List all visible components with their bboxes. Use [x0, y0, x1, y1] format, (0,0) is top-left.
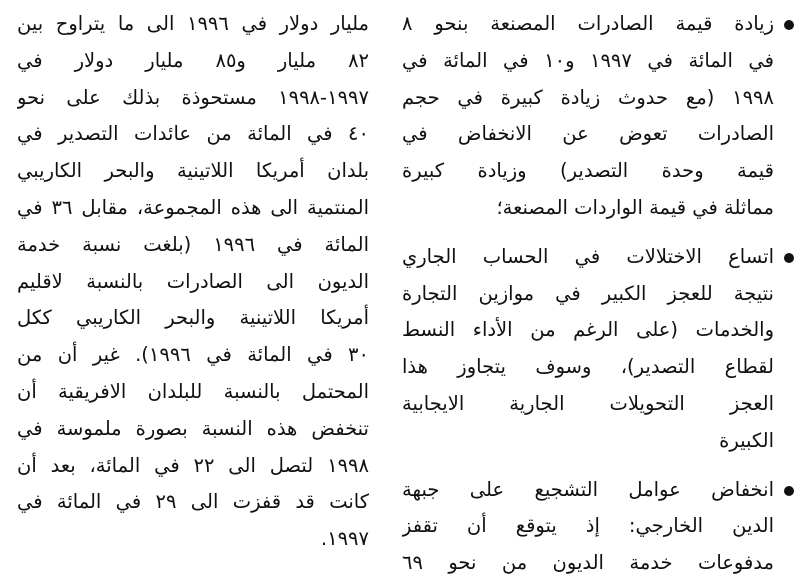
- bullet-dot-icon: [784, 20, 794, 30]
- left-column: [17, 6, 369, 558]
- text-line: مماثلة في قيمة الواردات المصنعة؛: [496, 195, 774, 219]
- text-line: مليار دولار في ١٩٩٦ الى ما يتراوح بين: [17, 12, 369, 35]
- bullet-item: [402, 239, 774, 460]
- text-line: المنتمية الى هذه المجموعة، مقابل ٣٦ في: [17, 195, 369, 219]
- text-line: الكبيرة: [719, 428, 774, 452]
- text-line: ٤٠ في المائة من عائدات التصدير في: [17, 122, 369, 146]
- bullet-dot-icon: [784, 253, 794, 263]
- text-line: نتيجة للعجز الكبير في موازين التجارة: [402, 281, 774, 305]
- bullet-dot-icon: [784, 486, 794, 496]
- text-line: المائة في ١٩٩٦ (بلغت نسبة خدمة: [17, 232, 369, 256]
- text-line: انخفاض عوامل التشجيع على جبهة: [402, 477, 774, 501]
- text-line: ١٩٩٨ لتصل الى ٢٢ في المائة، بعد أن: [17, 453, 369, 477]
- text-line: الدين الخارجي: إذ يتوقع أن تقفز: [402, 514, 774, 538]
- text-line: الصادرات تعوض عن الانخفاض في: [402, 122, 774, 146]
- text-line: كانت قد قفزت الى ٢٩ في المائة في: [17, 490, 369, 514]
- text-line: ٣٠ في المائة في ١٩٩٦). غير أن من: [17, 343, 369, 367]
- text-line: قيمة وحدة التصدير) وزيادة كبيرة: [402, 159, 774, 183]
- text-line: ١٩٩٧.: [320, 527, 369, 551]
- bullet-item: [402, 472, 774, 582]
- text-line: ٨٢ مليار و٨٥ مليار دولار في: [17, 48, 369, 72]
- text-line: والخدمات (على الرغم من الأداء النسط: [402, 318, 774, 342]
- text-line: في المائة في ١٩٩٧ و١٠ في المائة في: [402, 48, 774, 72]
- right-column: [402, 6, 774, 582]
- text-line: زيادة قيمة الصادرات المصنعة بنحو ٨: [402, 12, 774, 35]
- text-line: العجز التحويلات الجارية الايجابية: [402, 391, 774, 415]
- text-line: ١٩٩٨ (مع حدوث زيادة كبيرة في حجم: [402, 85, 774, 109]
- text-line: بلدان أمريكا اللاتينية والبحر الكاريبي: [17, 159, 369, 183]
- text-line: لقطاع التصدير)، وسوف يتجاوز هذا: [402, 355, 774, 379]
- text-line: المحتمل بالنسبة للبلدان الافريقية أن: [17, 379, 369, 403]
- text-line: الديون الى الصادرات بالنسبة لاقليم: [17, 269, 369, 293]
- text-line: ١٩٩٧-١٩٩٨ مستحوذة بذلك على نحو: [17, 85, 369, 109]
- text-line: أمريكا اللاتينية والبحر الكاريبي ككل: [17, 306, 369, 330]
- text-line: تنخفض هذه النسبة بصورة ملموسة في: [17, 416, 369, 440]
- text-line: مدفوعات خدمة الديون من نحو ٦٩: [402, 551, 774, 575]
- bullet-item: [402, 6, 774, 227]
- text-line: اتساع الاختلالات في الحساب الجاري: [402, 244, 774, 268]
